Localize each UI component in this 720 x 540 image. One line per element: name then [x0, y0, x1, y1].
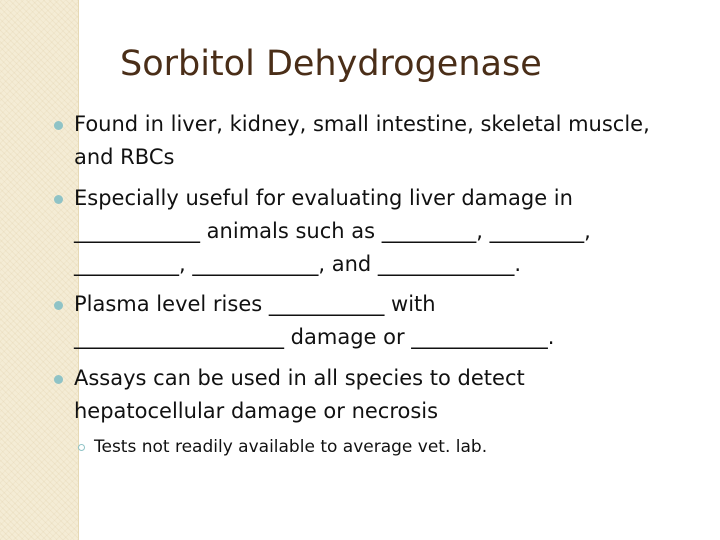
bullet-text-line: hepatocellular damage or necrosis: [74, 399, 439, 423]
bullet-text-line: Assays can be used in all species to detect: [74, 366, 525, 390]
bullet-text-line: ____________ animals such as _________, _________,: [74, 219, 591, 243]
bullet-dot-icon: [54, 375, 63, 384]
bullet-dot-icon: [54, 195, 63, 204]
sub-bullet-text: Tests not readily available to average vet. lab.: [94, 437, 488, 457]
decorative-side-band: [0, 0, 79, 540]
sub-bullet-item-availability: [94, 434, 487, 460]
bullet-text-line: ____________________ damage or _____________.: [74, 325, 555, 349]
bullet-item-locations: [74, 108, 650, 174]
bullet-text-line: Plasma level rises ___________ with: [74, 292, 436, 316]
bullet-text-line: and RBCs: [74, 145, 175, 169]
bullet-item-assays: [74, 362, 525, 428]
bullet-text-line: __________, ____________, and _____________.: [74, 252, 522, 276]
bullet-dot-icon: [54, 121, 63, 130]
bullet-text-line: Found in liver, kidney, small intestine, skeletal muscle,: [74, 112, 650, 136]
bullet-dot-icon: [54, 301, 63, 310]
sub-bullet-circle-icon: [78, 444, 85, 451]
slide-title: Sorbitol Dehydrogenase: [120, 44, 542, 84]
bullet-item-usefulness: [74, 182, 591, 281]
bullet-text-line: Especially useful for evaluating liver damage in: [74, 186, 573, 210]
bullet-item-plasma-level: [74, 288, 554, 354]
